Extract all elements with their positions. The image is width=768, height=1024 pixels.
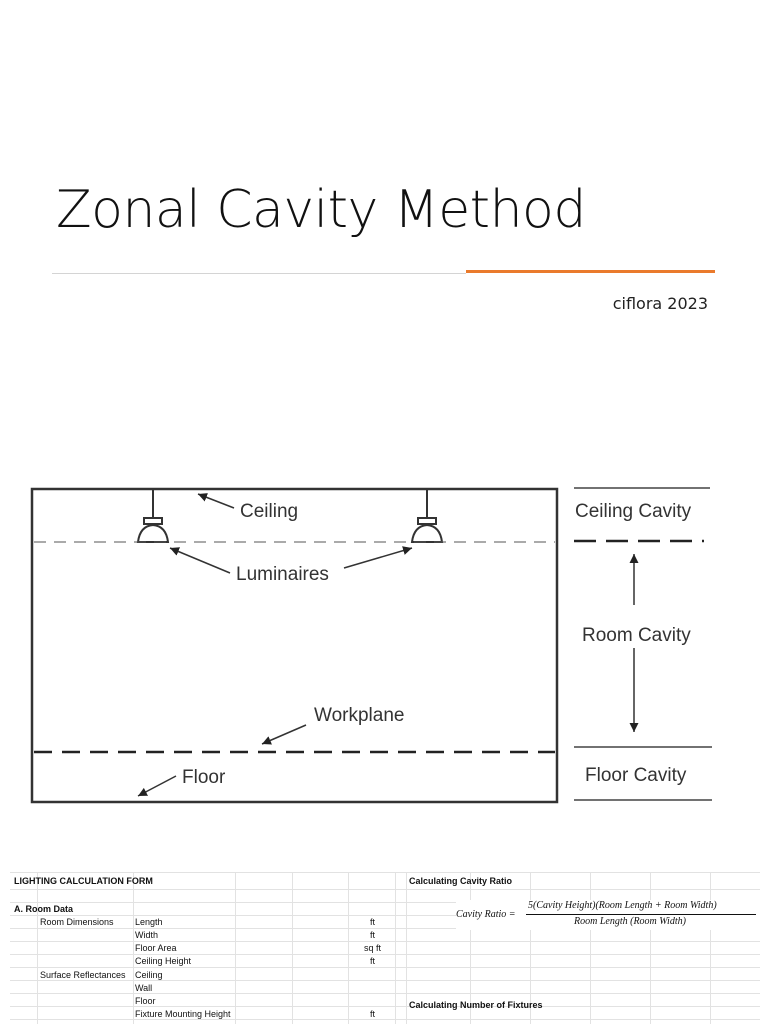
title-accent-bar [466,270,715,273]
row-unit: ft [370,917,376,927]
formula-lhs: Cavity Ratio = [456,909,516,920]
zonal-cavity-diagram [0,470,768,820]
surface-reflectances-label: Surface Reflectances [40,970,126,980]
author-label: ciflora 2023 [612,294,708,313]
luminaires-arrow-left [170,548,230,573]
floor-arrow [138,776,176,796]
row-item: Wall [135,983,153,993]
row-unit: ft [370,930,376,940]
room-outline [32,489,557,802]
formula-numerator: 5(Cavity Height)(Room Length + Room Width) [528,900,717,911]
workplane-arrow [262,725,306,744]
form-title: LIGHTING CALCULATION FORM [14,876,153,886]
section-room-data: A. Room Data [14,904,74,914]
row-unit: ft [370,1009,376,1019]
luminaires-arrow-right [344,548,412,568]
row-unit: ft [370,956,376,966]
formula-bar [526,914,756,915]
fixtures-title: Calculating Number of Fixtures [409,1000,543,1010]
row-item: Ceiling [135,970,163,980]
ceiling-arrow [198,494,234,508]
ceiling-label: Ceiling [240,501,299,522]
luminaires-label: Luminaires [236,564,329,585]
lighting-calculation-spreadsheet [10,872,760,1024]
cavity-ratio-formula [456,900,760,930]
luminaire-left-icon [138,518,168,542]
row-item: Ceiling Height [135,956,192,966]
luminaire-right-icon [412,518,442,542]
spreadsheet-grid [10,872,760,1024]
row-item: Length [135,917,163,927]
row-item: Width [135,930,159,940]
row-item: Floor [135,996,156,1006]
room-cavity-label: Room Cavity [582,625,691,646]
title-divider [52,273,466,274]
cavity-ratio-title: Calculating Cavity Ratio [409,876,513,886]
row-item: Fixture Mounting Height [135,1009,231,1019]
row-item: Floor Area [135,943,177,953]
floor-cavity-label: Floor Cavity [585,765,687,786]
room-dimensions-label: Room Dimensions [40,917,114,927]
workplane-label: Workplane [314,705,405,726]
floor-label: Floor [182,767,226,788]
formula-denominator: Room Length (Room Width) [574,916,686,927]
row-unit: sq ft [364,943,382,953]
page-title: Zonal Cavity Method [56,180,586,240]
ceiling-cavity-label: Ceiling Cavity [575,501,692,522]
